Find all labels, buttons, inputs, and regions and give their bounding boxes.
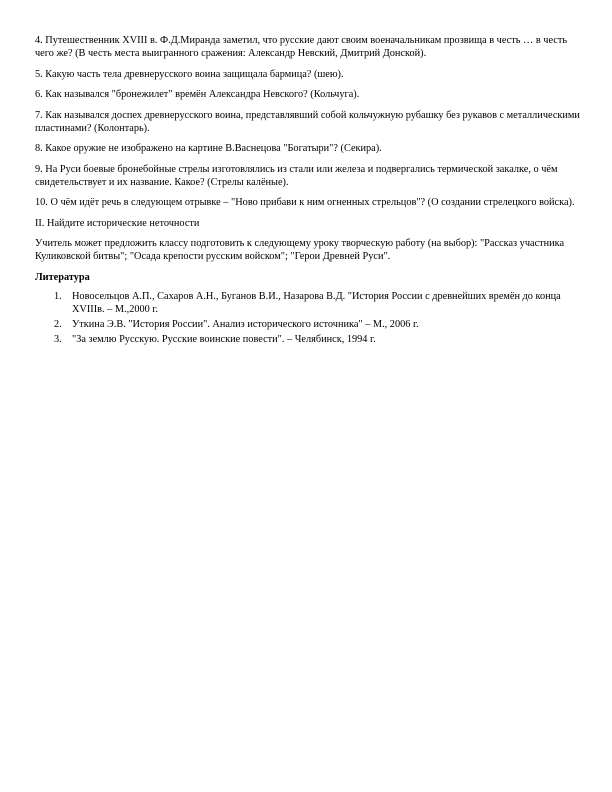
literature-item-text: Уткина Э.В. "История России". Анализ исторического источника" – М., 2006 г. xyxy=(72,318,419,330)
literature-item xyxy=(35,333,583,346)
literature-heading: Литература xyxy=(35,271,90,283)
literature-item-number: 1. xyxy=(54,290,62,302)
question-8: 8. Какое оружие не изображено на картине В.Васнецова "Богатыри"? (Секира). xyxy=(35,143,382,154)
document-page xyxy=(35,34,583,348)
literature-item-number: 2. xyxy=(54,318,62,330)
literature-item-number: 3. xyxy=(54,333,62,345)
literature-item xyxy=(35,318,583,331)
literature-list xyxy=(35,290,583,346)
question-10: 10. О чём идёт речь в следующем отрывке – "Ново прибави к ним огненных стрельцов"? (О создании стрелецкого войска). xyxy=(35,197,575,208)
literature-item-text: "За землю Русскую. Русские воинские повести". – Челябинск, 1994 г. xyxy=(72,333,376,345)
question-9: 9. На Руси боевые бронебойные стрелы изготовлялись из стали или железа и подвергались термической закалке, о чём свидетельствует и их название. Какое? (Стрелы калёные). xyxy=(35,163,558,188)
question-6: 6. Как назывался "бронежилет" времён Александра Невского? (Кольчуга). xyxy=(35,89,360,100)
literature-item-text: Новосельцов А.П., Сахаров А.Н., Буганов В.И., Назарова В.Д. "История России с древнейших времён до конца XVIIIв. – М.,2000 г. xyxy=(72,290,561,315)
section-title: II. Найдите исторические неточности xyxy=(35,217,200,229)
question-7: 7. Как назывался доспех древнерусского воина, представлявший собой кольчужную рубашку без рукавов с металлическими пластинами? (Колонтарь). xyxy=(35,109,580,134)
question-5: 5. Какую часть тела древнерусского воина защищала бармица? (шею). xyxy=(35,68,344,80)
question-4: 4. Путешественник XVIII в. Ф.Д.Миранда заметил, что русские дают своим военачальникам прозвища в честь … в честь чего же? (В честь места выигранного сражения: Александр Невский, Дмитрий Донской). xyxy=(35,35,568,59)
creative-task-text: Учитель может предложить классу подготовить к следующему уроку творческую работу (на выбор): "Рассказ участника Куликовской битвы"; "Осада крепости русским войском"; "Герои Древней Руси". xyxy=(35,238,565,262)
literature-item xyxy=(35,290,583,316)
